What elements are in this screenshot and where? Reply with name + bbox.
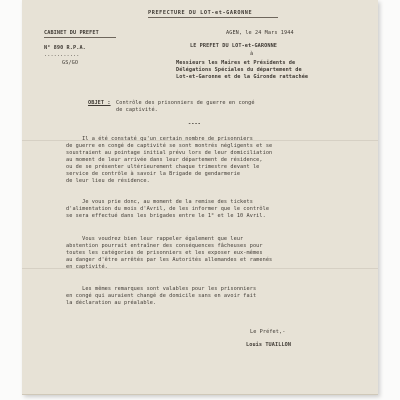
office-label: CABINET DU PREFET: [44, 30, 99, 36]
separator: ----: [188, 121, 201, 127]
subject-line: de captivité.: [116, 107, 158, 113]
reference-code: GS/GO: [62, 60, 79, 66]
to-word: à: [250, 51, 254, 57]
heading-underline: [148, 17, 278, 18]
body-paragraph: Les mêmes remarques sont valables pour les prisonniers en congé qui auraient changé de domicile sans en avoir fait la déclaration au préalable.: [66, 286, 257, 306]
signature-name: Louis TUAILLON: [246, 342, 292, 348]
office-underline: [44, 37, 116, 38]
recipient-line: Lot-et-Garonne et de la Gironde rattachée: [176, 74, 309, 80]
prefecture-heading: PREFECTURE DU LOT-et-GARONNE: [148, 10, 253, 16]
signature-for: Le Préfet,-: [250, 329, 286, 335]
reference-dots: ...........: [44, 52, 80, 58]
subject-label: OBJET :: [88, 100, 111, 106]
sender-line: LE PREFET DU LOT-et-GARONNE: [190, 43, 278, 49]
recipient-line: Messieurs les Maires et Présidents de: [176, 60, 296, 66]
reference-number: N° 890 R.P.A.: [44, 45, 86, 51]
body-paragraph: Vous voudrez bien leur rappeler également que leur abstention pourrait entraîner des conséquences fâcheuses pour toutes les catégories de prisonniers et les exposer eux-mêmes au danger d'être arrêtés par les Autorités allemandes et ramenés en captivité.: [66, 236, 273, 270]
subject-line: Contrôle des prisonniers de guerre en congé: [116, 100, 255, 106]
body-paragraph: Il a été constaté qu'un certain nombre de prisonniers de guerre en congé de captivité se sont montrés négligents et se soustraient au pointage initial prévu lors de leur domiciliation au moment de leur arrivée dans leur département de résidence, ou de se présenter ultérieurement chaque trimestre devant le service de contrôle à savoir la Brigade de gendarmerie de leur lieu de résidence.: [66, 136, 273, 184]
place-date: AGEN, le 24 Mars 1944: [226, 30, 294, 36]
body-paragraph: Je vous prie donc, au moment de la remise des tickets d'alimentation du mois d'Avril, de les informer que le contrôle se sera effectué dans les brigades entre le 1° et le 10 Avril.: [66, 199, 270, 219]
recipient-line: Délégations Spéciales du département de: [176, 67, 302, 73]
